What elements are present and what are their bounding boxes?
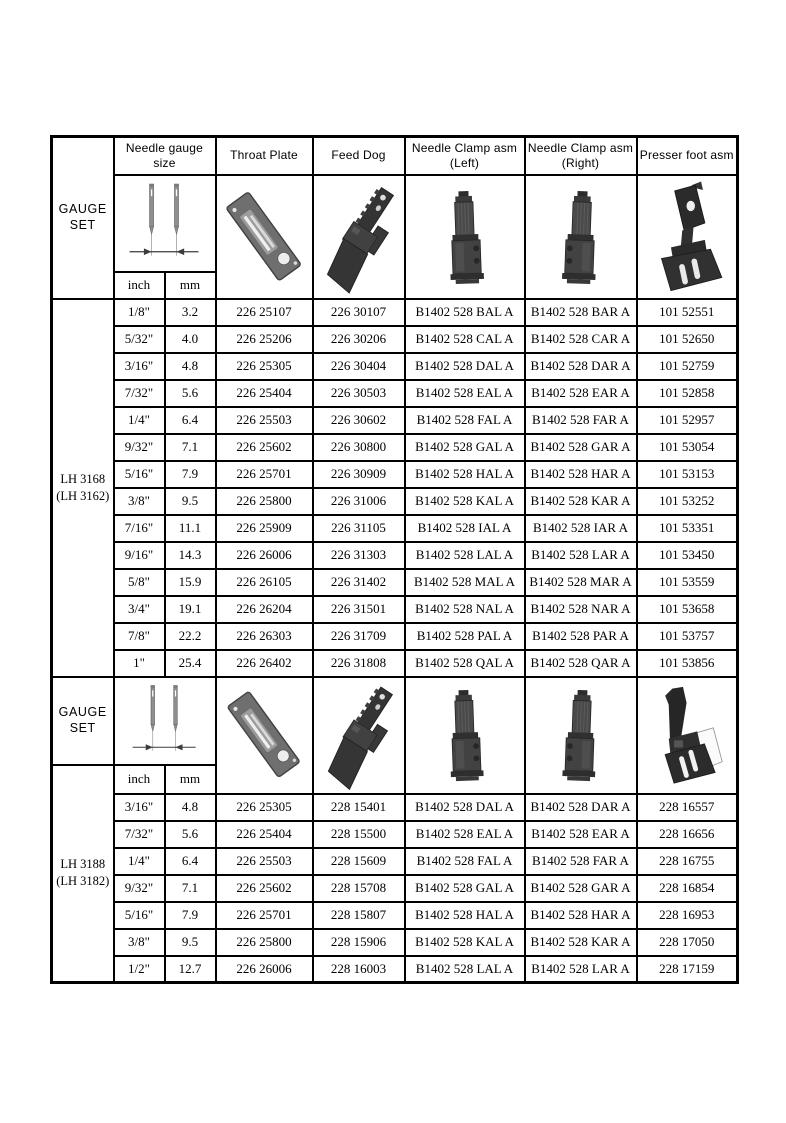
cell-mm: 15.9 — [165, 569, 216, 596]
cell-mm: 4.8 — [165, 353, 216, 380]
cell-needle-clamp-left: B1402 528 QAL A — [405, 650, 525, 677]
table-row — [52, 596, 738, 623]
cell-needle-clamp-left: B1402 528 HAL A — [405, 461, 525, 488]
cell-throat-plate: 226 25800 — [216, 929, 313, 956]
cell-needle-clamp-left: B1402 528 FAL A — [405, 848, 525, 875]
cell-mm: 4.8 — [165, 794, 216, 821]
cell-needle-clamp-left: B1402 528 KAL A — [405, 488, 525, 515]
cell-throat-plate: 226 25305 — [216, 794, 313, 821]
cell-feed-dog: 228 16003 — [313, 956, 405, 983]
cell-needle-clamp-right: B1402 528 KAR A — [525, 929, 637, 956]
cell-presser-foot: 101 53658 — [637, 596, 738, 623]
cell-mm: 22.2 — [165, 623, 216, 650]
cell-needle-clamp-right: B1402 528 PAR A — [525, 623, 637, 650]
cell-throat-plate: 226 25404 — [216, 380, 313, 407]
cell-mm: 9.5 — [165, 488, 216, 515]
cell-throat-plate: 226 25503 — [216, 407, 313, 434]
cell-needle-clamp-right: B1402 528 IAR A — [525, 515, 637, 542]
cell-feed-dog: 226 30602 — [313, 407, 405, 434]
table-row — [52, 353, 738, 380]
cell-needle-clamp-right: B1402 528 LAR A — [525, 542, 637, 569]
table-row — [52, 650, 738, 677]
table-row — [52, 848, 738, 875]
cell-needle-clamp-left: B1402 528 DAL A — [405, 353, 525, 380]
col-header-feed-dog: Feed Dog — [313, 137, 405, 175]
cell-needle-clamp-right: B1402 528 BAR A — [525, 299, 637, 326]
cell-inch: 3/8" — [114, 488, 165, 515]
cell-mm: 11.1 — [165, 515, 216, 542]
cell-needle-clamp-left: B1402 528 FAL A — [405, 407, 525, 434]
unit-header-inch: inch — [114, 765, 165, 794]
table-row — [52, 515, 738, 542]
needle-clamp-right-image-cell-2 — [525, 677, 637, 794]
cell-mm: 7.9 — [165, 461, 216, 488]
cell-needle-clamp-right: B1402 528 CAR A — [525, 326, 637, 353]
needle-clamp-right-image-cell — [525, 175, 637, 299]
cell-feed-dog: 228 15401 — [313, 794, 405, 821]
cell-presser-foot: 101 52858 — [637, 380, 738, 407]
sample-images-row-1 — [52, 175, 738, 272]
clamp-right-header-line2: (Right) — [561, 155, 600, 170]
cell-needle-clamp-right: B1402 528 FAR A — [525, 407, 637, 434]
cell-mm: 7.9 — [165, 902, 216, 929]
cell-throat-plate: 226 25503 — [216, 848, 313, 875]
throat-plate-icon — [218, 178, 310, 296]
needle-gauge-diagram-cell — [114, 175, 216, 272]
cell-presser-foot: 101 53153 — [637, 461, 738, 488]
model-cell-lh3188 — [52, 765, 114, 983]
cell-presser-foot: 101 52650 — [637, 326, 738, 353]
cell-throat-plate: 226 26402 — [216, 650, 313, 677]
table-row — [52, 542, 738, 569]
table-row — [52, 380, 738, 407]
model-alt-name: (LH 3162) — [56, 488, 110, 503]
cell-needle-clamp-right: B1402 528 NAR A — [525, 596, 637, 623]
cell-throat-plate: 226 25701 — [216, 902, 313, 929]
table-row — [52, 326, 738, 353]
cell-presser-foot: 101 53757 — [637, 623, 738, 650]
cell-feed-dog: 226 30404 — [313, 353, 405, 380]
needle-clamp-right-icon — [532, 679, 630, 791]
cell-presser-foot: 228 17159 — [637, 956, 738, 983]
table-row — [52, 569, 738, 596]
feed-dog-image-cell-2 — [313, 677, 405, 794]
cell-throat-plate: 226 25909 — [216, 515, 313, 542]
model-name: LH 3188 — [60, 857, 106, 872]
cell-throat-plate: 226 25701 — [216, 461, 313, 488]
cell-needle-clamp-left: B1402 528 GAL A — [405, 875, 525, 902]
cell-inch: 5/16" — [114, 461, 165, 488]
cell-feed-dog: 228 15609 — [313, 848, 405, 875]
cell-presser-foot: 101 53054 — [637, 434, 738, 461]
cell-needle-clamp-left: B1402 528 GAL A — [405, 434, 525, 461]
cell-inch: 1/2" — [114, 956, 165, 983]
table-row — [52, 623, 738, 650]
cell-inch: 3/16" — [114, 353, 165, 380]
cell-feed-dog: 226 30107 — [313, 299, 405, 326]
gauge-set-corner-cell-2 — [52, 677, 114, 765]
cell-feed-dog: 228 15906 — [313, 929, 405, 956]
cell-mm: 6.4 — [165, 848, 216, 875]
cell-mm: 25.4 — [165, 650, 216, 677]
table-row — [52, 794, 738, 821]
cell-feed-dog: 226 30206 — [313, 326, 405, 353]
unit-header-mm: mm — [165, 272, 216, 299]
cell-throat-plate: 226 25404 — [216, 821, 313, 848]
cell-needle-clamp-left: B1402 528 IAL A — [405, 515, 525, 542]
cell-needle-clamp-left: B1402 528 CAL A — [405, 326, 525, 353]
cell-needle-clamp-right: B1402 528 HAR A — [525, 902, 637, 929]
cell-presser-foot: 228 16755 — [637, 848, 738, 875]
cell-throat-plate: 226 26006 — [216, 542, 313, 569]
clamp-left-header-line2: (Left) — [449, 155, 480, 170]
cell-inch: 9/32" — [114, 875, 165, 902]
cell-inch: 5/32" — [114, 326, 165, 353]
corner-label-line2: SET — [69, 217, 96, 232]
table-row — [52, 821, 738, 848]
presser-foot-image-cell-2 — [637, 677, 738, 794]
cell-inch: 1" — [114, 650, 165, 677]
cell-mm: 12.7 — [165, 956, 216, 983]
cell-feed-dog: 226 30503 — [313, 380, 405, 407]
cell-mm: 3.2 — [165, 299, 216, 326]
col-header-presser-foot: Presser foot asm — [637, 137, 738, 175]
gauge-set-parts-table — [50, 135, 739, 984]
cell-throat-plate: 226 25602 — [216, 875, 313, 902]
cell-mm: 19.1 — [165, 596, 216, 623]
cell-needle-clamp-left: B1402 528 MAL A — [405, 569, 525, 596]
cell-feed-dog: 228 15500 — [313, 821, 405, 848]
cell-inch: 9/32" — [114, 434, 165, 461]
cell-throat-plate: 226 26105 — [216, 569, 313, 596]
cell-presser-foot: 101 53351 — [637, 515, 738, 542]
cell-presser-foot: 101 53252 — [637, 488, 738, 515]
cell-needle-clamp-left: B1402 528 DAL A — [405, 794, 525, 821]
cell-inch: 7/8" — [114, 623, 165, 650]
unit-header-inch: inch — [114, 272, 165, 299]
cell-throat-plate: 226 25305 — [216, 353, 313, 380]
feed-dog-image-cell — [313, 175, 405, 299]
cell-inch: 5/8" — [114, 569, 165, 596]
cell-inch: 3/4" — [114, 596, 165, 623]
cell-presser-foot: 101 52957 — [637, 407, 738, 434]
cell-throat-plate: 226 25602 — [216, 434, 313, 461]
col-header-needle-clamp-left — [405, 137, 525, 175]
cell-inch: 7/16" — [114, 515, 165, 542]
cell-needle-clamp-right: B1402 528 KAR A — [525, 488, 637, 515]
presser-foot-alt-icon — [642, 680, 732, 790]
cell-presser-foot: 101 53559 — [637, 569, 738, 596]
needle-clamp-left-image-cell — [405, 175, 525, 299]
cell-mm: 9.5 — [165, 929, 216, 956]
cell-presser-foot: 228 16656 — [637, 821, 738, 848]
cell-inch: 1/8" — [114, 299, 165, 326]
cell-needle-clamp-left: B1402 528 PAL A — [405, 623, 525, 650]
table-row — [52, 299, 738, 326]
model-cell-lh3168 — [52, 299, 114, 677]
needle-clamp-right-icon — [531, 178, 631, 296]
cell-mm: 4.0 — [165, 326, 216, 353]
clamp-right-header-line1: Needle Clamp asm — [527, 140, 634, 155]
needle-clamp-left-image-cell-2 — [405, 677, 525, 794]
col-header-needle-gauge-size: Needle gauge size — [114, 137, 216, 175]
cell-inch: 3/8" — [114, 929, 165, 956]
cell-needle-clamp-left: B1402 528 LAL A — [405, 956, 525, 983]
catalog-page — [50, 135, 739, 984]
table-row — [52, 434, 738, 461]
cell-feed-dog: 226 31501 — [313, 596, 405, 623]
cell-presser-foot: 101 53450 — [637, 542, 738, 569]
needle-gauge-diagram-cell-2 — [114, 677, 216, 765]
cell-feed-dog: 226 31709 — [313, 623, 405, 650]
cell-throat-plate: 226 25107 — [216, 299, 313, 326]
feed-dog-icon — [315, 178, 402, 296]
feed-dog-icon — [316, 679, 401, 791]
cell-mm: 5.6 — [165, 380, 216, 407]
cell-feed-dog: 226 31105 — [313, 515, 405, 542]
cell-needle-clamp-left: B1402 528 BAL A — [405, 299, 525, 326]
needle-gauge-icon — [116, 177, 214, 269]
table-row — [52, 461, 738, 488]
cell-throat-plate: 226 26204 — [216, 596, 313, 623]
cell-needle-clamp-right: B1402 528 QAR A — [525, 650, 637, 677]
cell-mm: 7.1 — [165, 875, 216, 902]
corner2-label-line2: SET — [69, 720, 96, 735]
cell-presser-foot: 101 52551 — [637, 299, 738, 326]
cell-needle-clamp-right: B1402 528 EAR A — [525, 821, 637, 848]
cell-feed-dog: 226 31402 — [313, 569, 405, 596]
cell-needle-clamp-left: B1402 528 EAL A — [405, 380, 525, 407]
header-row — [52, 137, 738, 175]
cell-needle-clamp-right: B1402 528 EAR A — [525, 380, 637, 407]
cell-feed-dog: 226 31303 — [313, 542, 405, 569]
cell-throat-plate: 226 25800 — [216, 488, 313, 515]
cell-presser-foot: 101 52759 — [637, 353, 738, 380]
sample-images-row-2 — [52, 677, 738, 765]
table-row — [52, 488, 738, 515]
cell-needle-clamp-right: B1402 528 GAR A — [525, 875, 637, 902]
needle-gauge-icon — [116, 679, 214, 763]
cell-needle-clamp-right: B1402 528 LAR A — [525, 956, 637, 983]
cell-inch: 1/4" — [114, 407, 165, 434]
cell-needle-clamp-right: B1402 528 DAR A — [525, 794, 637, 821]
presser-foot-icon — [639, 178, 734, 296]
table-row — [52, 929, 738, 956]
table-row — [52, 956, 738, 983]
cell-needle-clamp-right: B1402 528 HAR A — [525, 461, 637, 488]
table-row — [52, 902, 738, 929]
cell-needle-clamp-left: B1402 528 LAL A — [405, 542, 525, 569]
cell-presser-foot: 228 16854 — [637, 875, 738, 902]
clamp-left-header-line1: Needle Clamp asm — [411, 140, 518, 155]
col-header-throat-plate: Throat Plate — [216, 137, 313, 175]
model-alt-name: (LH 3182) — [56, 874, 110, 889]
cell-needle-clamp-left: B1402 528 KAL A — [405, 929, 525, 956]
table-row — [52, 875, 738, 902]
cell-throat-plate: 226 25206 — [216, 326, 313, 353]
presser-foot-image-cell — [637, 175, 738, 299]
cell-mm: 7.1 — [165, 434, 216, 461]
cell-presser-foot: 228 17050 — [637, 929, 738, 956]
cell-feed-dog: 226 31808 — [313, 650, 405, 677]
cell-feed-dog: 228 15708 — [313, 875, 405, 902]
cell-needle-clamp-right: B1402 528 FAR A — [525, 848, 637, 875]
throat-plate-icon — [219, 679, 309, 791]
throat-plate-image-cell — [216, 175, 313, 299]
cell-inch: 9/16" — [114, 542, 165, 569]
cell-mm: 5.6 — [165, 821, 216, 848]
cell-feed-dog: 228 15807 — [313, 902, 405, 929]
cell-needle-clamp-right: B1402 528 DAR A — [525, 353, 637, 380]
cell-feed-dog: 226 31006 — [313, 488, 405, 515]
cell-presser-foot: 228 16953 — [637, 902, 738, 929]
cell-feed-dog: 226 30909 — [313, 461, 405, 488]
model-name: LH 3168 — [60, 471, 106, 486]
needle-clamp-left-icon — [416, 679, 514, 791]
cell-needle-clamp-right: B1402 528 MAR A — [525, 569, 637, 596]
cell-needle-clamp-left: B1402 528 EAL A — [405, 821, 525, 848]
unit-header-mm: mm — [165, 765, 216, 794]
cell-needle-clamp-right: B1402 528 GAR A — [525, 434, 637, 461]
cell-presser-foot: 101 53856 — [637, 650, 738, 677]
needle-clamp-left-icon — [415, 178, 515, 296]
cell-throat-plate: 226 26006 — [216, 956, 313, 983]
cell-feed-dog: 226 30800 — [313, 434, 405, 461]
cell-mm: 6.4 — [165, 407, 216, 434]
cell-inch: 3/16" — [114, 794, 165, 821]
cell-inch: 5/16" — [114, 902, 165, 929]
col-header-needle-clamp-right — [525, 137, 637, 175]
cell-inch: 1/4" — [114, 848, 165, 875]
throat-plate-image-cell-2 — [216, 677, 313, 794]
corner-label-line1: GAUGE — [58, 202, 107, 217]
cell-inch: 7/32" — [114, 821, 165, 848]
cell-mm: 14.3 — [165, 542, 216, 569]
cell-presser-foot: 228 16557 — [637, 794, 738, 821]
table-row — [52, 407, 738, 434]
corner2-label-line1: GAUGE — [58, 704, 107, 719]
cell-throat-plate: 226 26303 — [216, 623, 313, 650]
cell-inch: 7/32" — [114, 380, 165, 407]
gauge-set-corner-cell — [52, 137, 114, 299]
cell-needle-clamp-left: B1402 528 NAL A — [405, 596, 525, 623]
cell-needle-clamp-left: B1402 528 HAL A — [405, 902, 525, 929]
